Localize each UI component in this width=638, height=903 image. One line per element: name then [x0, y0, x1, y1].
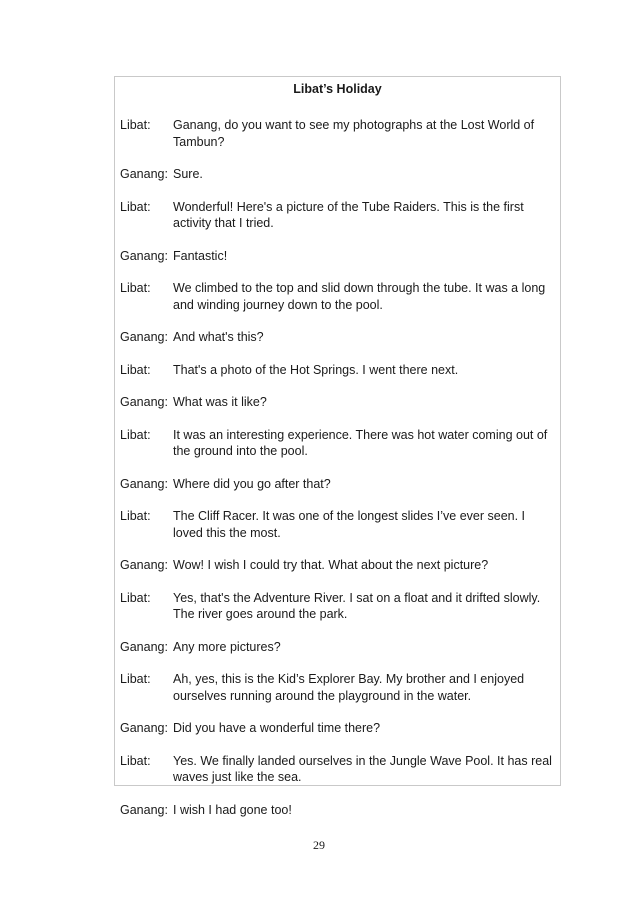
dialogue-text: Yes, that's the Adventure River. I sat on a float and it drifted slowly. The river goes around the park.: [173, 590, 541, 621]
speaker-label: Libat:: [120, 118, 151, 132]
dialogue-text: Any more pictures?: [173, 639, 281, 654]
speaker-label: Libat:: [120, 590, 151, 605]
dialogue-line: [120, 639, 557, 656]
dialogue-text: I wish I had gone too!: [173, 802, 292, 817]
speaker-label: Libat:: [120, 427, 151, 442]
speaker-label: Ganang:: [120, 721, 168, 735]
speaker-label: Ganang:: [120, 558, 168, 572]
dialogue-line: [120, 557, 557, 574]
speaker-label: Ganang:: [120, 330, 168, 344]
dialogue-line: [120, 117, 557, 150]
speaker-label: Ganang:: [120, 802, 168, 817]
dialogue-text: Fantastic!: [173, 248, 228, 263]
dialogue-text: Did you have a wonderful time there?: [173, 721, 381, 735]
dialogue-text: Sure.: [173, 167, 203, 181]
page-title: Libat’s Holiday: [293, 82, 382, 96]
dialogue-text: It was an interesting experience. There was hot water coming out of the ground into the pool.: [173, 427, 548, 458]
dialogue-line: [120, 802, 557, 819]
speaker-label: Libat:: [120, 199, 151, 214]
dialogue-text: Yes. We finally landed ourselves in the Jungle Wave Pool. It has real waves just like the sea.: [173, 753, 552, 784]
dialogue-line: [120, 199, 557, 232]
dialogue-text: Where did you go after that?: [173, 476, 331, 491]
dialogue-text: The Cliff Racer. It was one of the longest slides I’ve ever seen. I loved this the most.: [173, 509, 526, 540]
dialogue-line: [120, 166, 557, 183]
dialogue-text: What was it like?: [173, 395, 267, 409]
speaker-label: Libat:: [120, 281, 151, 295]
speaker-label: Libat:: [120, 753, 151, 768]
dialogue-line: [120, 329, 557, 346]
speaker-label: Ganang:: [120, 248, 168, 263]
dialogue-line: [120, 753, 557, 786]
speaker-label: Libat:: [120, 509, 151, 523]
speaker-label: Ganang:: [120, 395, 168, 409]
speaker-label: Ganang:: [120, 639, 168, 654]
dialogue-text: Wow! I wish I could try that. What about the next picture?: [173, 558, 489, 572]
page-number: 29: [313, 838, 325, 852]
dialogue-text: We climbed to the top and slid down through the tube. It was a long and winding journey down to the pool.: [173, 281, 546, 312]
dialogue-line: [120, 280, 557, 313]
dialogue-text: And what's this?: [173, 330, 264, 344]
dialogue-line: [120, 362, 557, 379]
dialogue-line: [120, 394, 557, 411]
dialogue-line: [120, 671, 557, 704]
dialogue-line: [120, 720, 557, 737]
dialogue-line: [120, 427, 557, 460]
dialogue-text: Wonderful! Here's a picture of the Tube Raiders. This is the first activity that I tried.: [173, 199, 524, 230]
dialogue-line: [120, 590, 557, 623]
dialogue-text: That's a photo of the Hot Springs. I went there next.: [173, 362, 459, 377]
dialogue-list: [120, 117, 557, 834]
speaker-label: Ganang:: [120, 476, 168, 491]
dialogue-text: Ganang, do you want to see my photographs at the Lost World of Tambun?: [173, 118, 535, 149]
speaker-label: Libat:: [120, 672, 151, 686]
speaker-label: Libat:: [120, 362, 151, 377]
dialogue-line: [120, 508, 557, 541]
dialogue-line: [120, 248, 557, 265]
dialogue-line: [120, 476, 557, 493]
dialogue-text: Ah, yes, this is the Kid’s Explorer Bay. My brother and I enjoyed ourselves running around the playground in the water.: [173, 672, 525, 703]
speaker-label: Ganang:: [120, 167, 168, 181]
